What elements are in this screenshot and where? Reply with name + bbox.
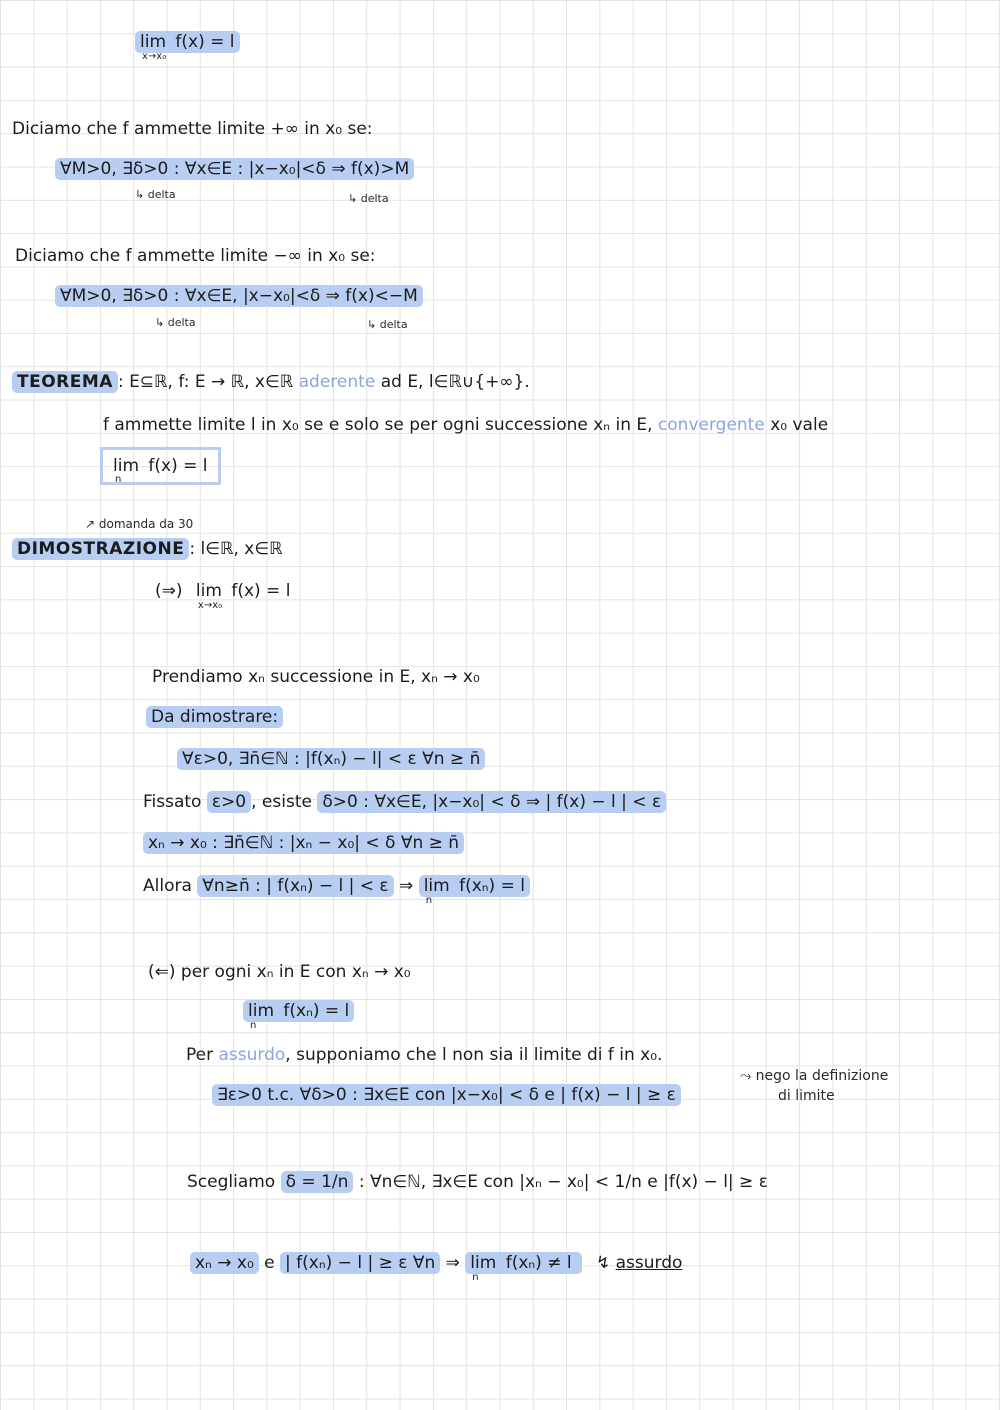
top-limit-highlight xyxy=(135,31,240,62)
dim-per: Per xyxy=(186,1045,214,1065)
dim-backward-limit xyxy=(243,1001,354,1031)
plus-inf-note-2: ↳ delta xyxy=(348,192,389,205)
dim-suppose: , supponiamo che l non sia il limite di f in x₀. xyxy=(285,1045,663,1065)
teorema-hyp-a: : E⊆ℝ, f: E → ℝ, x∈ℝ xyxy=(117,372,294,392)
dim-hyp: : l∈ℝ, x∈ℝ xyxy=(189,539,283,559)
dim-final-b: e xyxy=(264,1253,275,1273)
teorema-aderente: aderente xyxy=(298,372,376,392)
dim-forward-arrow: (⇒) xyxy=(155,581,183,601)
dim-final-lim: lim n xyxy=(470,1253,497,1283)
dim-negation-text: ∃ε>0 t.c. ∀δ>0 : ∃x∈E con |x−x₀| < δ e | f(x) − l | ≥ ε xyxy=(212,1084,681,1106)
dim-negation-note-1: ⤳ nego la definizione xyxy=(740,1068,889,1084)
plus-inf-intro: Diciamo che f ammette limite +∞ in x₀ se: xyxy=(12,119,373,139)
dim-goal xyxy=(177,750,485,770)
dim-delta-choice: δ = 1/n xyxy=(281,1171,354,1193)
dim-per-assurdo xyxy=(186,1046,662,1066)
dim-allora-sub: n xyxy=(425,895,433,906)
dim-header xyxy=(12,540,283,560)
dim-fissato-formula: δ>0 : ∀x∈E, |x−x₀| < δ ⇒ | f(x) − l | < ε xyxy=(317,791,666,813)
top-limit-sub: x→x₀ xyxy=(142,51,167,62)
minus-inf-formula-text: ∀M>0, ∃δ>0 : ∀x∈E, |x−x₀|<δ ⇒ f(x)<−M xyxy=(55,285,423,307)
dim-allora-lim: lim n xyxy=(423,876,450,906)
teorema-box-expr: f(x) = l xyxy=(148,456,208,476)
dim-backward-expr: f(xₙ) = l xyxy=(283,1001,350,1021)
dim-da-dimostrare-text: Da dimostrare: xyxy=(146,706,283,728)
teorema-box-sub: n xyxy=(115,474,122,485)
dim-fissato-a: Fissato xyxy=(143,792,202,812)
plus-inf-formula-text: ∀M>0, ∃δ>0 : ∀x∈E : |x−x₀|<δ ⇒ f(x)>M xyxy=(55,158,414,180)
dim-fissato-b: , esiste xyxy=(251,792,312,812)
dim-forward xyxy=(155,581,291,611)
teorema-box-lim: lim n xyxy=(113,456,140,485)
dim-da-dimostrare xyxy=(146,708,283,728)
teorema-label: TEOREMA xyxy=(12,371,118,393)
dim-assurdo: assurdo xyxy=(218,1045,286,1065)
lightning-icon: ↯ xyxy=(595,1253,611,1273)
dim-note: ↗ domanda da 30 xyxy=(85,517,194,531)
dim-forward-sub: x→x₀ xyxy=(197,600,223,611)
dim-fissato xyxy=(143,793,666,813)
dim-forward-lim: lim x→x₀ xyxy=(195,581,223,611)
dim-allora-a: ∀n≥n̄ : | f(xₙ) − l | < ε xyxy=(197,875,393,897)
plus-inf-formula xyxy=(55,160,414,180)
dim-scegliamo-label: Scegliamo xyxy=(187,1172,276,1192)
dim-final-implies: ⇒ xyxy=(445,1253,460,1273)
top-limit xyxy=(135,32,240,62)
minus-inf-formula xyxy=(55,287,423,307)
minus-inf-note-1: ↳ delta xyxy=(155,316,196,329)
teorema-hypotheses xyxy=(12,373,530,393)
dim-backward-sub: n xyxy=(250,1020,257,1031)
dim-scegliamo xyxy=(187,1173,768,1193)
teorema-stmt-a: f ammette limite l in x₀ se e solo se per ogni successione xₙ in E, xyxy=(103,415,653,435)
dim-scegliamo-rest: : ∀n∈ℕ, ∃x∈E con |xₙ − x₀| < 1/n e |f(x) − l| ≥ ε xyxy=(358,1172,768,1192)
plus-inf-note-1: ↳ delta xyxy=(135,188,176,201)
teorema-hyp-b: ad E, l∈ℝ∪{+∞}. xyxy=(380,372,530,392)
minus-inf-note-2: ↳ delta xyxy=(367,318,408,331)
dim-allora-implies: ⇒ xyxy=(399,876,414,896)
dim-final-assurdo: assurdo xyxy=(615,1253,683,1273)
teorema-statement xyxy=(103,416,828,436)
dim-backward: (⇐) per ogni xₙ in E con xₙ → x₀ xyxy=(148,962,411,982)
dim-final-sub: n xyxy=(472,1272,479,1283)
dim-negation xyxy=(212,1086,681,1106)
teorema-convergente: convergente xyxy=(657,415,765,435)
dim-final-limit xyxy=(465,1252,582,1283)
dim-final xyxy=(190,1253,683,1283)
dim-final-a: xₙ → x₀ xyxy=(190,1252,259,1274)
dim-goal-text: ∀ε>0, ∃n̄∈ℕ : |f(xₙ) − l| < ε ∀n ≥ n̄ xyxy=(177,748,485,770)
dim-final-expr: f(xₙ) ≠ l xyxy=(505,1253,572,1273)
dim-conv-text: xₙ → x₀ : ∃n̄∈ℕ : |xₙ − x₀| < δ ∀n ≥ n̄ xyxy=(143,832,464,854)
teorema-boxed-limit xyxy=(100,447,221,485)
dim-label: DIMOSTRAZIONE xyxy=(12,538,189,560)
dim-forward-expr: f(x) = l xyxy=(231,581,291,601)
dim-prendiamo: Prendiamo xₙ successione in E, xₙ → x₀ xyxy=(152,667,480,687)
dim-conv xyxy=(143,834,464,854)
top-limit-expr: f(x) = l xyxy=(175,32,235,52)
dim-allora xyxy=(143,876,530,906)
dim-negation-note-2: di limite xyxy=(778,1088,835,1104)
dim-allora-expr: f(xₙ) = l xyxy=(459,876,525,896)
dim-allora-limit xyxy=(419,875,530,906)
dim-final-c: | f(xₙ) − l | ≥ ε ∀n xyxy=(280,1252,440,1274)
top-limit-lim: lim x→x₀ xyxy=(140,32,167,62)
minus-inf-intro: Diciamo che f ammette limite −∞ in x₀ se: xyxy=(15,246,376,266)
teorema-stmt-b: x₀ vale xyxy=(770,415,829,435)
dim-allora-label: Allora xyxy=(143,876,192,896)
dim-backward-lim: lim n xyxy=(248,1001,275,1031)
dim-backward-highlight xyxy=(243,1000,354,1031)
dim-fissato-eps: ε>0 xyxy=(207,791,251,813)
